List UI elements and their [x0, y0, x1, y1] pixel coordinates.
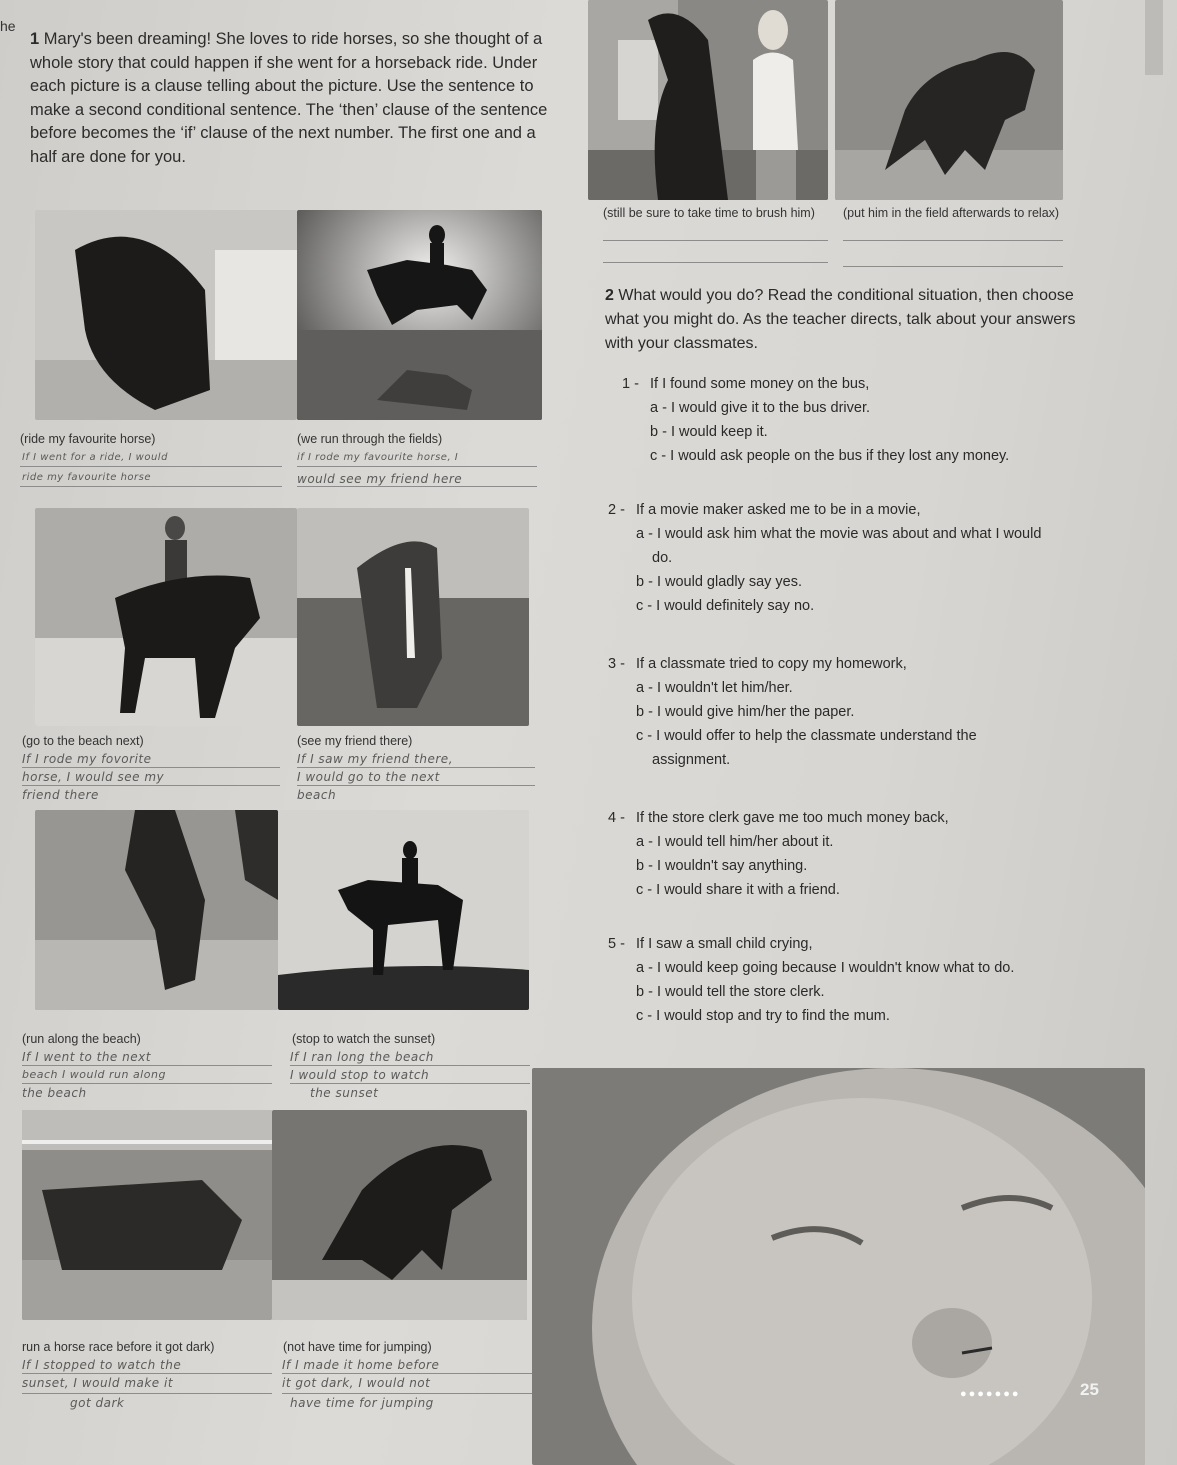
answer-line: [22, 1083, 272, 1084]
corner-text: he: [0, 18, 16, 34]
handwriting-cell-4-line-3: beach: [297, 788, 337, 802]
exercise-1-instructions: [30, 28, 560, 169]
photo-horse-in-stable: [35, 210, 297, 420]
exercise-1-text: Mary's been dreaming! She loves to ride horses, so she thought of a whole story that could happen if she went for a horseback ride. Under each picture is a clause telling about the picture. Use the sentence to make a second conditional sentence. The ‘then’ clause of the sentence before becomes the ‘if’ clause of the next number. The first one and a half are done for you.: [30, 30, 548, 166]
question-number: 4 -: [608, 810, 625, 826]
question-3: [608, 652, 1048, 772]
handwriting-cell-3-line-1: If I rode my fovorite: [22, 752, 152, 766]
photo-rider-silhouette-water: [297, 210, 542, 420]
exercise-2-instructions: [605, 284, 1080, 376]
handwriting-cell-6-line-1: If I ran long the beach: [290, 1050, 434, 1064]
question-stem: If a classmate tried to copy my homework,: [636, 656, 907, 672]
handwriting-cell-2-line-2: would see my friend here: [297, 472, 463, 486]
handwriting-cell-5-line-1: If I went to the next: [22, 1050, 151, 1064]
exercise-1-number: 1: [30, 30, 40, 48]
caption-cell-5: (run along the beach): [22, 1032, 141, 1046]
caption-cell-3: (go to the beach next): [22, 734, 144, 748]
handwriting-cell-6-line-2: I would stop to watch: [290, 1068, 430, 1082]
answer-line: [843, 240, 1063, 241]
question-number: 5 -: [608, 936, 625, 952]
answer-line: [290, 1065, 530, 1066]
handwriting-cell-5-line-2: beach I would run along: [22, 1068, 166, 1081]
caption-cell-4: (see my friend there): [297, 734, 413, 748]
option-a: a - I would ask him what the movie was about and what I would do.: [636, 526, 1042, 566]
handwriting-cell-4-line-1: If I saw my friend there,: [297, 752, 454, 766]
option-b: b - I would tell the store clerk.: [636, 984, 825, 1000]
exercise-2-number: 2: [605, 287, 614, 304]
answer-line: [22, 767, 280, 768]
option-c: c - I would definitely say no.: [636, 598, 815, 614]
answer-line: [843, 266, 1063, 267]
handwriting-cell-2-line-1: if I rode my favourite horse, I: [297, 452, 459, 463]
option-a: a - I would tell him/her about it.: [636, 834, 834, 850]
answer-line: [290, 1083, 530, 1084]
caption-cell-2: (we run through the fields): [297, 432, 443, 446]
handwriting-cell-1-line-1: If I went for a ride, I would: [22, 452, 168, 463]
handwriting-cell-1-line-2: ride my favourite horse: [22, 472, 151, 483]
handwriting-cell-7-line-2: sunset, I would make it: [22, 1376, 174, 1390]
handwriting-cell-3-line-2: horse, I would see my: [22, 770, 165, 784]
question-number: 3 -: [608, 656, 625, 672]
question-stem: If a movie maker asked me to be in a movie,: [636, 502, 921, 518]
answer-line: [22, 785, 280, 786]
handwriting-cell-7-line-1: If I stopped to watch the: [22, 1358, 182, 1372]
caption-cell-7: run a horse race before it got dark): [22, 1340, 215, 1354]
handwriting-cell-3-line-3: friend there: [22, 788, 99, 802]
answer-line: [297, 486, 537, 487]
answer-line: [297, 767, 535, 768]
answer-line: [297, 785, 535, 786]
photo-horse-head-blaze: [297, 508, 529, 726]
page-decoration-dots: ●●●●●●●: [960, 1388, 1021, 1400]
question-4: [608, 806, 1048, 902]
handwriting-cell-5-line-3: the beach: [22, 1086, 87, 1100]
photo-galloping-hooves: [35, 810, 278, 1010]
answer-line: [20, 466, 282, 467]
question-stem: If I saw a small child crying,: [636, 936, 813, 952]
option-a: a - I wouldn't let him/her.: [636, 680, 793, 696]
question-number: 1 -: [622, 376, 639, 392]
handwriting-cell-4-line-2: I would go to the next: [297, 770, 440, 784]
photo-horse-rearing: [835, 0, 1063, 200]
handwriting-cell-8-line-1: If I made it home before: [282, 1358, 440, 1372]
caption-cell-1: (ride my favourite horse): [20, 432, 156, 446]
photo-horse-jumping: [272, 1110, 527, 1320]
answer-line: [22, 1373, 272, 1374]
question-5: [608, 932, 1078, 1028]
handwriting-cell-7-line-3: got dark: [70, 1396, 125, 1410]
option-b: b - I wouldn't say anything.: [636, 858, 808, 874]
answer-line: [603, 240, 828, 241]
option-c: c - I would stop and try to find the mum.: [636, 1008, 890, 1024]
page-edge: [1145, 0, 1163, 75]
page-number: 25: [1080, 1380, 1099, 1399]
photo-crying-child: [532, 1068, 1145, 1465]
answer-line: [282, 1393, 532, 1394]
answer-line: [282, 1373, 532, 1374]
photo-woman-brushing-horse: [588, 0, 828, 200]
option-a: a - I would keep going because I wouldn't know what to do.: [636, 960, 1015, 976]
question-1: [622, 372, 1052, 468]
exercise-2-intro: What would you do? Read the conditional situation, then choose what you might do. As the teacher directs, talk about your answers with your classmates.: [605, 287, 1076, 352]
photo-horse-race: [22, 1110, 272, 1320]
option-a: a - I would give it to the bus driver.: [650, 400, 871, 416]
question-stem: If the store clerk gave me too much money back,: [636, 810, 949, 826]
question-stem: If I found some money on the bus,: [650, 376, 870, 392]
question-number: 2 -: [608, 502, 625, 518]
answer-line: [22, 1065, 272, 1066]
option-c: c - I would share it with a friend.: [636, 882, 840, 898]
question-2: [608, 498, 1048, 618]
caption-field-relax: (put him in the field afterwards to relax): [843, 206, 1060, 220]
handwriting-cell-8-line-3: have time for jumping: [290, 1396, 434, 1410]
caption-cell-6: (stop to watch the sunset): [292, 1032, 436, 1046]
caption-cell-8: (not have time for jumping): [283, 1340, 432, 1354]
option-c: c - I would ask people on the bus if they lost any money.: [650, 448, 1010, 464]
handwriting-cell-6-line-3: the sunset: [310, 1086, 379, 1100]
photo-woman-riding-horse: [35, 508, 297, 726]
handwriting-cell-8-line-2: it got dark, I would not: [282, 1376, 431, 1390]
caption-brush-him: (still be sure to take time to brush him): [603, 206, 815, 220]
answer-line: [20, 486, 282, 487]
option-b: b - I would gladly say yes.: [636, 574, 803, 590]
photo-rider-silhouette-sunset: [278, 810, 529, 1010]
answer-line: [603, 262, 828, 263]
option-b: b - I would keep it.: [650, 424, 768, 440]
answer-line: [22, 1393, 272, 1394]
option-c: c - I would offer to help the classmate understand the assignment.: [636, 728, 977, 768]
answer-line: [297, 466, 537, 467]
option-b: b - I would give him/her the paper.: [636, 704, 855, 720]
